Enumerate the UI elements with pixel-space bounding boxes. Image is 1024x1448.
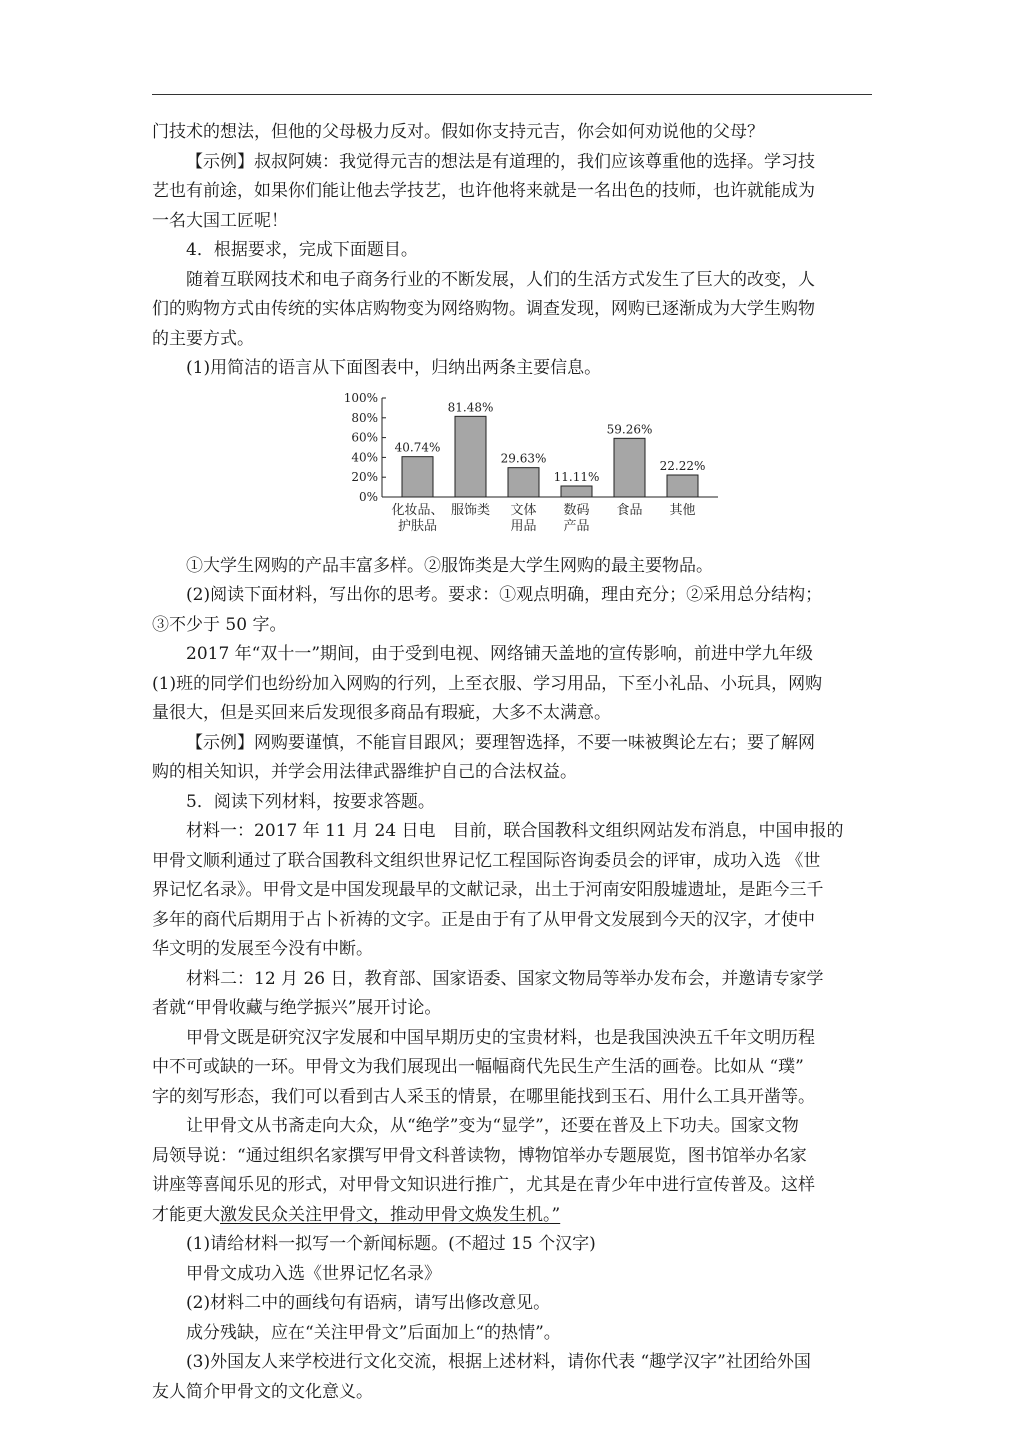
text-line: 门技术的想法，但他的父母极力反对。假如你支持元吉，你会如何劝说他的父母？ xyxy=(152,122,764,142)
text-line-with-underline xyxy=(152,1201,872,1231)
text-line: ①大学生网购的产品丰富多样。②服饰类是大学生网购的最主要物品。 xyxy=(186,555,713,576)
text-line: 字的刻写形态，我们可以看到古人采玉的情景，在哪里能找到玉石、用什么工具开凿等。 xyxy=(152,1086,815,1107)
y-tick-label: 80% xyxy=(351,410,378,425)
y-tick-label: 100% xyxy=(343,390,378,405)
y-tick-label: 40% xyxy=(351,449,378,464)
category-label: 护肤品 xyxy=(397,518,438,534)
text-line: ③不少于 50 字。 xyxy=(152,614,287,635)
category-label: 文体 xyxy=(510,502,537,518)
text-line: 的主要方式。 xyxy=(152,328,254,349)
answer-line: 成分残缺，应在“关注甲骨文”后面加上“的热情”。 xyxy=(186,1322,561,1343)
text-line: 2017 年“双十一”期间，由于受到电视、网络铺天盖地的宣传影响，前进中学九年级 xyxy=(186,644,814,664)
y-tick-label: 0% xyxy=(358,489,378,504)
category-label: 数码 xyxy=(563,502,590,518)
data-label: 22.22% xyxy=(659,458,706,473)
text-line: (1)班的同学们也纷纷加入网购的行列，上至衣服、学习用品，下至小礼品、小玩具，网购 xyxy=(152,673,823,694)
data-label: 40.74% xyxy=(394,440,441,455)
bar-chart xyxy=(152,388,872,546)
text-line: 中不可或缺的一环。甲骨文为我们展现出一幅幅商代先民生产生活的画卷。比如从 “璞” xyxy=(152,1057,804,1077)
text-line: 局领导说：“通过组织名家撰写甲骨文科普读物，博物馆举办专题展览，图书馆举办名家 xyxy=(152,1145,807,1166)
category-label: 化妆品、 xyxy=(391,502,444,518)
data-label: 11.11% xyxy=(553,469,600,484)
bar xyxy=(402,456,433,496)
category-label: 其他 xyxy=(669,502,696,518)
text-line: (2)材料二中的画线句有语病，请写出修改意见。 xyxy=(186,1293,551,1313)
bar xyxy=(561,486,592,497)
text-line: (1)请给材料一拟写一个新闻标题。(不超过 15 个汉字) xyxy=(186,1234,596,1254)
text-line: 让甲骨文从书斋走向大众，从“绝学”变为“显学”，还要在普及上下功夫。国家文物 xyxy=(186,1116,799,1136)
text-line: (1)用简洁的语言从下面图表中，归纳出两条主要信息。 xyxy=(186,358,602,378)
text-line: 界记忆名录》。甲骨文是中国发现最早的文献记录，出土于河南安阳殷墟遗址，是距今三千 xyxy=(152,880,824,900)
text-line: 甲骨文既是研究汉字发展和中国早期历史的宝贵材料，也是我国泱泱五千年文明历程 xyxy=(186,1027,815,1048)
text-line: 随着互联网技术和电子商务行业的不断发展，人们的生活方式发生了巨大的改变，人 xyxy=(186,269,815,290)
bar-chart-svg xyxy=(152,388,872,546)
underlined-sentence: 激发民众关注甲骨文，推动甲骨文焕发生机。” xyxy=(220,1204,561,1225)
text-line: 甲骨文顺利通过了联合国教科文组织世界记忆工程国际咨询委员会的评审，成功入选 《世 xyxy=(152,850,821,871)
document-body xyxy=(152,118,872,1407)
question-5-heading: 5．阅读下列材料，按要求答题。 xyxy=(186,791,435,812)
text-line: 友人简介甲骨文的文化意义。 xyxy=(152,1381,373,1402)
text-line: 者就“甲骨收藏与绝学振兴”展开讨论。 xyxy=(152,998,442,1018)
bar xyxy=(614,438,645,497)
text-line: (2)阅读下面材料，写出你的思考。要求：①观点明确，理由充分；②采用总分结构； xyxy=(186,585,823,605)
text-line: 【示例】叔叔阿姨：我觉得元吉的想法是有道理的，我们应该尊重他的选择。学习技 xyxy=(186,151,815,172)
text-line: 一名大国工匠呢！ xyxy=(152,210,288,231)
question-4-heading: 4．根据要求，完成下面题目。 xyxy=(186,240,418,260)
data-label: 29.63% xyxy=(500,451,547,466)
text-line: 材料一：2017 年 11 月 24 日电 目前，联合国教科文组织网站发布消息，中国申报的 xyxy=(186,821,844,841)
text-line: 艺也有前途，如果你们能让他去学技艺，也许他将来就是一名出色的技师，也许就能成为 xyxy=(152,181,815,201)
text-line: (3)外国友人来学校进行文化交流，根据上述材料，请你代表 “趣学汉字”社团给外国 xyxy=(186,1352,811,1372)
category-label: 食品 xyxy=(616,502,643,518)
header-rule xyxy=(152,94,872,95)
category-label: 用品 xyxy=(510,518,537,534)
text-line: 华文明的发展至今没有中断。 xyxy=(152,939,373,959)
bar xyxy=(455,416,486,497)
answer-line: 甲骨文成功入选《世界记忆名录》 xyxy=(186,1263,441,1284)
y-tick-label: 60% xyxy=(351,430,378,445)
text-segment: 才能更大 xyxy=(152,1204,220,1225)
text-line: 购的相关知识，并学会用法律武器维护自己的合法权益。 xyxy=(152,762,577,782)
category-label: 产品 xyxy=(563,518,590,534)
text-line: 们的购物方式由传统的实体店购物变为网络购物。调查发现，网购已逐渐成为大学生购物 xyxy=(152,299,815,319)
text-line: 【示例】网购要谨慎，不能盲目跟风；要理智选择，不要一味被舆论左右；要了解网 xyxy=(186,732,815,753)
data-label: 81.48% xyxy=(447,399,494,414)
text-line: 量很大，但是买回来后发现很多商品有瑕疵，大多不太满意。 xyxy=(152,703,611,723)
y-tick-label: 20% xyxy=(351,469,378,484)
bar xyxy=(508,467,539,496)
category-label: 服饰类 xyxy=(450,502,491,518)
text-line: 材料二：12 月 26 日，教育部、国家语委、国家文物局等举办发布会，并邀请专家学 xyxy=(186,968,824,989)
text-line: 多年的商代后期用于占卜祈祷的文字。正是由于有了从甲骨文发展到今天的汉字，才使中 xyxy=(152,909,815,930)
bar xyxy=(667,475,698,497)
text-line: 讲座等喜闻乐见的形式，对甲骨文知识进行推广，尤其是在青少年中进行宣传普及。这样 xyxy=(152,1175,815,1195)
data-label: 59.26% xyxy=(606,421,653,436)
